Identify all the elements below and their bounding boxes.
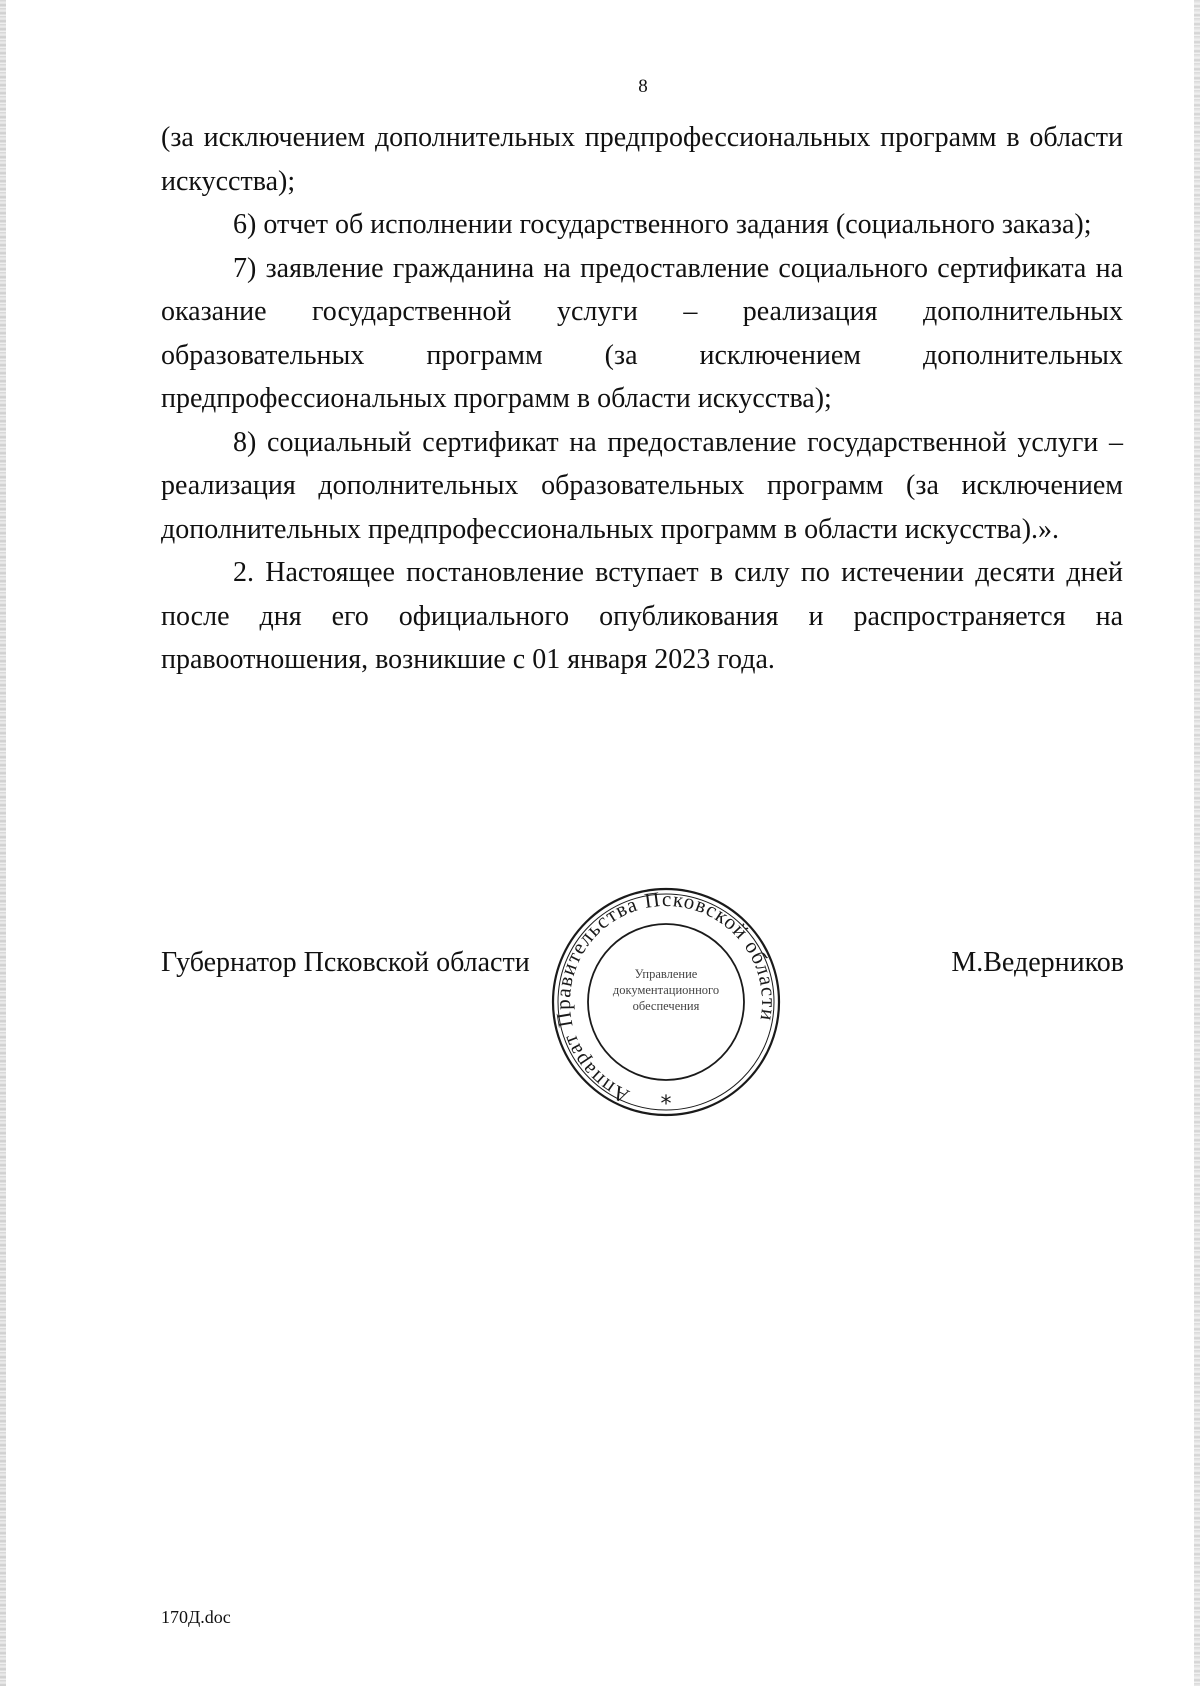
seal-star-icon: * [660,1092,672,1117]
continuation-paragraph: (за исключением дополнительных предпрофессиональных программ в области искусства); [161,122,1123,197]
scan-edge-right [1194,0,1200,1686]
list-item-8: 8) социальный сертификат на предоставление государственной услуги – реализация дополнительных образовательных программ (за исключением дополнительных предпрофессиональных программ в области искусства).». [161,426,1123,545]
clause-2-paragraph: 2. Настоящее постановление вступает в силу по истечении десяти дней после дня его официального опубликования и распространяется на правоотношения, возникшие с 01 января 2023 года. [161,557,1123,675]
seal-center-line-1: Управление [634,967,698,981]
page-number: 8 [638,76,648,97]
signatory-position: Губернатор Псковской области [161,947,530,978]
seal-center-line-2: документационного [612,983,720,997]
signatory-name: М.Ведерников [951,947,1124,978]
seal-ring-text: Аппарат Правительства Псковской области [550,886,782,1109]
official-seal [548,884,784,1120]
seal-center-text [586,966,746,1014]
seal-center-line-3: обеспечения [632,999,700,1013]
scan-edge-left [0,0,6,1686]
document-body [161,116,1123,682]
list-item-7: 7) заявление гражданина на предоставление социального сертификата на оказание государственной услуги – реализация дополнительных образовательных программ (за исключением дополнительных предпрофессиональных программ в области искусства); [161,252,1123,414]
list-item-6: 6) отчет об исполнении государственного задания (социального заказа); [233,209,1092,240]
file-name-footer: 170Д.doc [161,1607,231,1627]
